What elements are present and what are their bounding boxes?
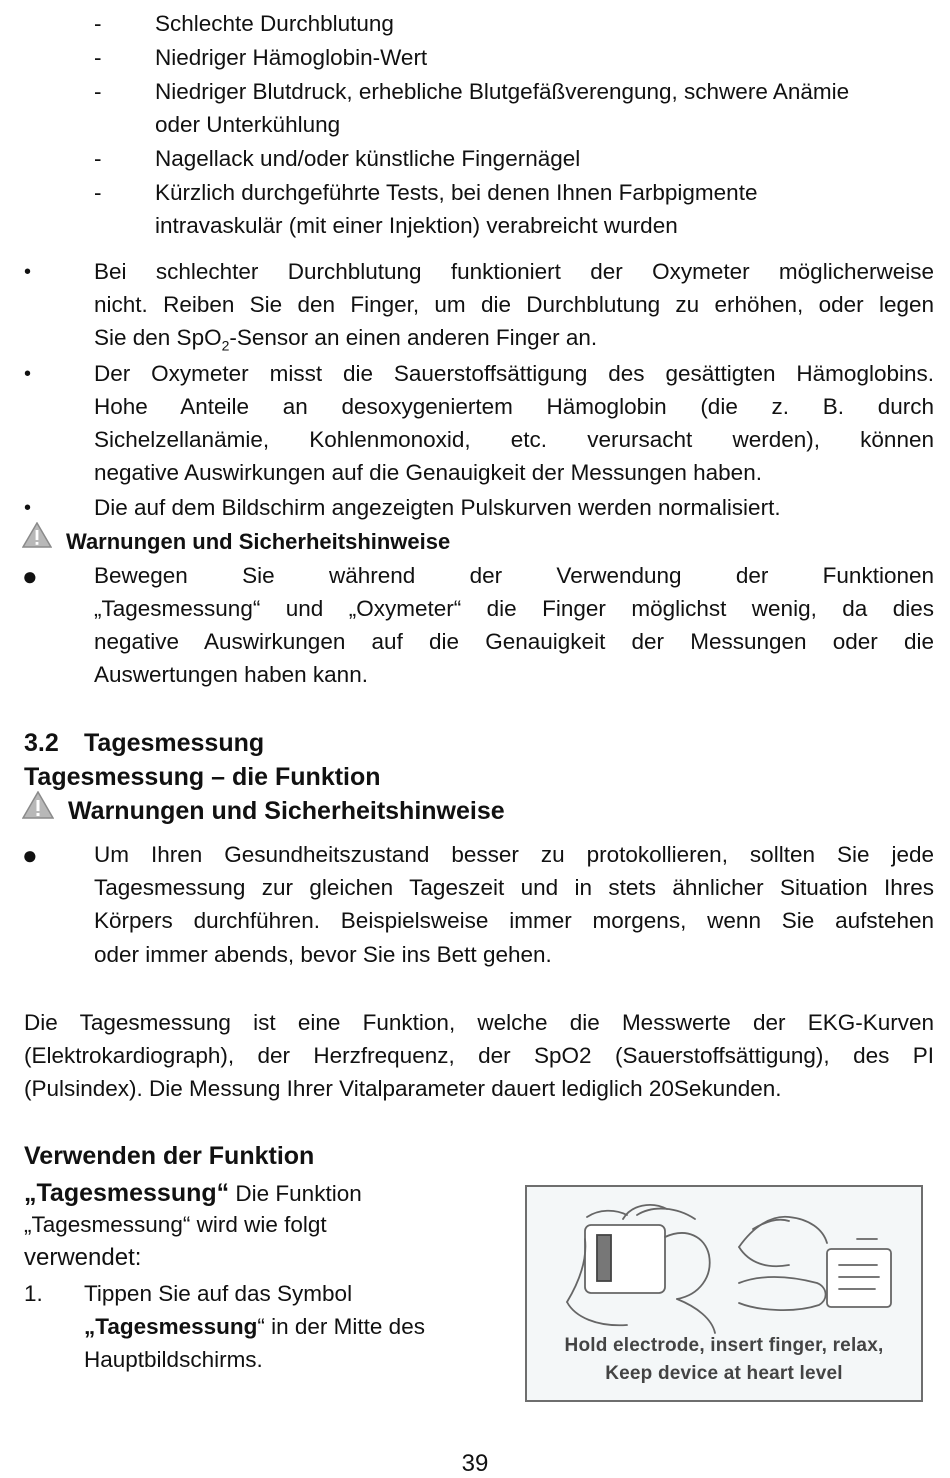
bullet-line: Sichelzellanämie, Kohlenmonoxid, etc. verursacht werden), können [94, 427, 934, 452]
hand-device-illustration [527, 1187, 921, 1337]
bullet-line: negative Auswirkungen auf die Genauigkeit der Messungen oder die [94, 629, 934, 654]
sublist-item: Nagellack und/oder künstliche Fingernägel [155, 146, 581, 171]
usage-intro-tail: Die Funktion [229, 1181, 362, 1206]
spo2-subscript: 2 [221, 337, 230, 354]
step-line [84, 1312, 425, 1342]
bullet-line: oder immer abends, bevor Sie ins Bett gehen. [94, 942, 552, 967]
sublist-item: Kürzlich durchgeführte Tests, bei denen Ihnen Farbpigmente [155, 180, 758, 205]
bullet-marker: • [24, 497, 32, 519]
instruction-figure [525, 1185, 923, 1402]
dash-marker: - [94, 45, 102, 70]
section-title: Tagesmessung [84, 729, 265, 757]
bullet-marker: • [24, 363, 32, 385]
warning-icon [22, 522, 52, 548]
body-paragraph-line: (Pulsindex). Die Messung Ihrer Vitalparameter dauert lediglich 20Sekunden. [24, 1076, 782, 1101]
figure-caption-line: Keep device at heart level [605, 1363, 843, 1384]
bullet-line [94, 323, 597, 361]
dash-marker: - [94, 180, 102, 205]
sublist-item: Schlechte Durchblutung [155, 11, 394, 36]
bullet-line: „Tagesmessung“ und „Oxymeter“ die Finger möglichst wenig, da dies [94, 596, 934, 621]
usage-heading-function: „Tagesmessung“ [24, 1179, 230, 1207]
warning-heading: Warnungen und Sicherheitshinweise [68, 797, 505, 825]
bullet-line: negative Auswirkungen auf die Genauigkeit der Messungen haben. [94, 460, 762, 485]
page-number: 39 [461, 1450, 489, 1477]
bullet-marker: ● [22, 840, 38, 870]
bullet-line: Bewegen Sie während der Verwendung der Funktionen [94, 563, 934, 588]
usage-intro-line: „Tagesmessung“ wird wie folgt [24, 1212, 327, 1237]
bullet-line: Der Oxymeter misst die Sauerstoffsättigung des gesättigten Hämoglobins. [94, 361, 934, 386]
bullet-line: Auswertungen haben kann. [94, 662, 368, 687]
dash-marker: - [94, 79, 102, 104]
bullet-line: Um Ihren Gesundheitszustand besser zu protokollieren, sollten Sie jede [94, 842, 934, 867]
section-number: 3.2 [24, 729, 59, 757]
finger-and-display-sketch [739, 1217, 891, 1310]
sublist-item-continuation: oder Unterkühlung [155, 112, 341, 137]
figure-caption-line: Hold electrode, insert finger, relax, [564, 1335, 884, 1356]
dash-marker: - [94, 146, 102, 171]
sublist-item: Niedriger Hämoglobin-Wert [155, 45, 428, 70]
bullet-line: Tagesmessung zur gleichen Tageszeit und in stets ähnlicher Situation Ihres [94, 875, 934, 900]
section-subtitle: Tagesmessung – die Funktion [24, 763, 381, 791]
hand-holding-device-sketch [567, 1205, 715, 1333]
spo2-text-pre: Sie den SpO [94, 325, 222, 350]
body-paragraph-line: Die Tagesmessung ist eine Funktion, welche die Messwerte der EKG-Kurven [24, 1010, 934, 1035]
spo2-text-post: -Sensor an einen anderen Finger an. [229, 325, 598, 350]
usage-intro-line [24, 1178, 362, 1209]
warning-heading: Warnungen und Sicherheitshinweise [66, 529, 451, 554]
step-line: Hauptbildschirms. [84, 1347, 263, 1372]
usage-intro-line: verwendet: [24, 1244, 142, 1271]
step-line: Tippen Sie auf das Symbol [84, 1281, 353, 1306]
bullet-line: Bei schlechter Durchblutung funktioniert der Oxymeter möglicherweise [94, 259, 934, 284]
bullet-line: Die auf dem Bildschirm angezeigten Pulskurven werden normalisiert. [94, 495, 781, 520]
sublist-item-continuation: intravaskulär (mit einer Injektion) verabreicht wurden [155, 213, 678, 238]
body-paragraph-line: (Elektrokardiograph), der Herzfrequenz, der SpO2 (Sauerstoffsättigung), des PI [24, 1043, 934, 1068]
usage-heading: Verwenden der Funktion [24, 1142, 315, 1170]
warning-icon [22, 791, 54, 819]
bullet-line: nicht. Reiben Sie den Finger, um die Durchblutung zu erhöhen, oder legen [94, 292, 934, 317]
bullet-marker: • [24, 261, 32, 283]
bullet-line: Körpers durchführen. Beispielsweise immer morgens, wenn Sie aufstehen [94, 908, 934, 933]
bullet-marker: ● [22, 561, 38, 591]
step-rest: “ in der Mitte des [257, 1314, 425, 1339]
step-bold-term: „Tagesmessung [84, 1314, 258, 1339]
step-number: 1. [24, 1281, 43, 1306]
dash-marker: - [94, 11, 102, 36]
sublist-item: Niedriger Blutdruck, erhebliche Blutgefäßverengung, schwere Anämie [155, 79, 850, 104]
bullet-line: Hohe Anteile an desoxygeniertem Hämoglobin (die z. B. durch [94, 394, 934, 419]
